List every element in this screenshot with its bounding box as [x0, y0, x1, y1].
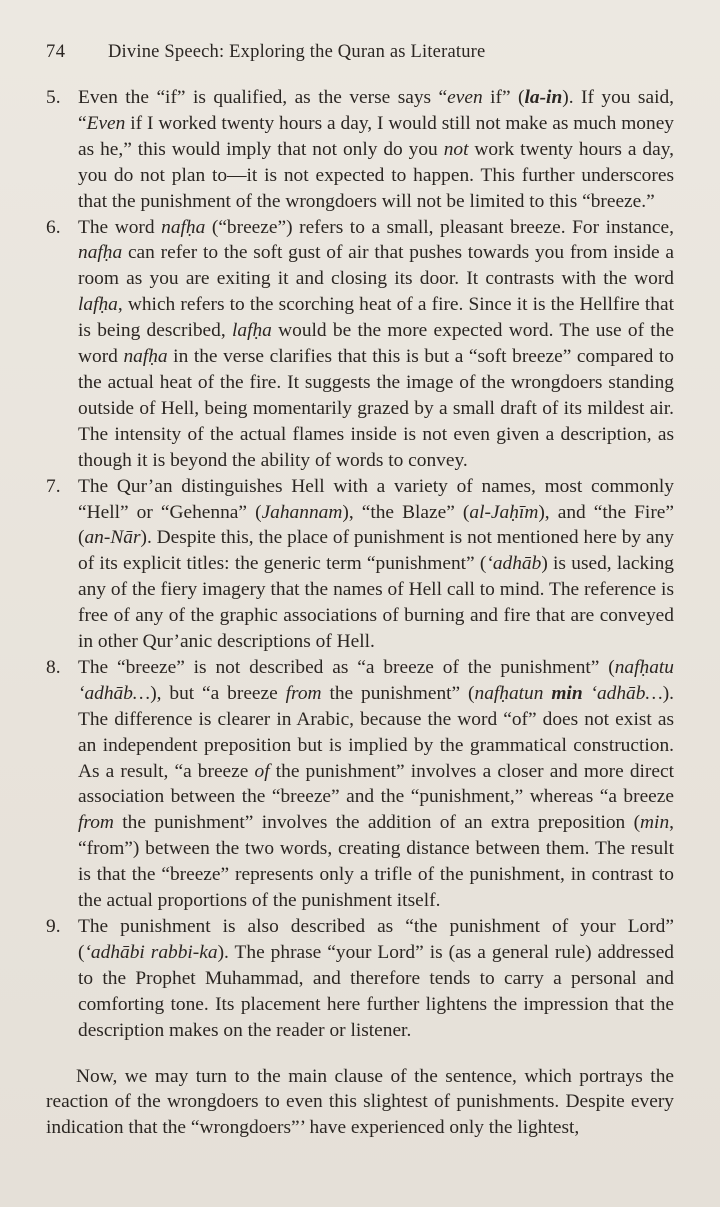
- text-run: (“breeze”) refers to a small, pleasant breeze. For instance,: [205, 216, 674, 238]
- text-run: , “from”) between the two words, creating distance between them. The result is that the “breeze” represents only a trifle of the punishment, in contrast to the actual proportions of the punishment itself.: [78, 812, 674, 912]
- text-run: the punishment” involves a closer and more direct association between the “breeze” and the “punishment,” whereas “a breeze: [78, 760, 674, 808]
- text-run: from: [285, 682, 322, 704]
- text-run: from: [78, 812, 114, 834]
- item-number: 9.: [46, 916, 61, 937]
- text-run: nafḥa: [78, 242, 123, 264]
- text-run: The punishment is also described as “the punishment of your Lord” (: [78, 916, 674, 963]
- text-run: lafḥa: [231, 320, 272, 342]
- text-run: an-Nār: [84, 527, 141, 549]
- text-run: ), and “the Fire” (: [78, 501, 674, 549]
- text-run: ), but “a breeze: [150, 682, 286, 704]
- text-run: ). The difference is clearer in Arabic, because the word “of” does not exist as an independent preposition but is implied by the grammatical construction. As a result, “a breeze: [78, 682, 674, 782]
- running-title: Divine Speech: Exploring the Quran as Literature: [108, 42, 486, 62]
- text-run: if” (: [482, 87, 525, 108]
- text-run: of: [254, 760, 270, 782]
- text-run: , which refers to the scorching heat of a fire. Since it is the Hellfire that is being described,: [78, 294, 674, 342]
- text-run: not: [443, 138, 469, 160]
- page-number: 74: [46, 42, 66, 62]
- text-run: the punishment” involves the addition of an extra preposition (: [113, 812, 641, 834]
- item-number: 5.: [46, 87, 61, 108]
- text-run: ). Despite this, the place of punishment is not mentioned here by any of its explicit titles: the generic term “punishment” (: [78, 527, 674, 575]
- text-run: if I worked twenty hours a day, I would still not make as much money as he,” this would imply that not only do you: [78, 112, 674, 160]
- text-run: ), “the Blaze” (: [342, 501, 470, 523]
- text-run: the punishment” (: [321, 682, 475, 704]
- text-run: The Qur’an distinguishes Hell with a variety of names, most commonly “Hell” or “Gehenna” (: [78, 475, 674, 523]
- text-run: ). If you said, “: [78, 87, 674, 134]
- text-run: nafḥatu ‘adhāb…: [78, 656, 674, 704]
- text-run: ‘adhāb…: [582, 682, 663, 704]
- text-run: ). The phrase “your Lord” is (as a general rule) addressed to the Prophet Muhammad, and therefore tends to carry a personal and comforting tone. Its placement here further lightens the impression that the description makes on the reader or listener.: [78, 941, 674, 1041]
- text-run: min: [551, 682, 583, 704]
- text-run: al-Jaḥīm: [469, 501, 539, 523]
- text-run: ) is used, lacking any of the fiery imagery that the names of Hell call to mind. The reference is free of any of the graphic associations of burning and fire that are conveyed in other Qur’anic descriptions of Hell.: [78, 553, 674, 653]
- running-header: [46, 42, 674, 63]
- text-run: Even: [86, 112, 126, 134]
- text-run: Even the “if” is qualified, as the verse says “: [78, 87, 448, 108]
- text-run: nafḥa: [161, 216, 206, 238]
- text-run: can refer to the soft gust of air that pushes towards you from inside a room as you are exiting it and closing its door. It contrasts with the word: [78, 242, 674, 290]
- numbered-notes-list: [46, 85, 674, 1044]
- text-run: ‘adhābi rabbi-ka: [84, 941, 218, 963]
- item-number: 6.: [46, 216, 61, 238]
- text-run: The word: [78, 216, 162, 238]
- text-run: nafḥa: [123, 346, 168, 368]
- text-run: ‘adhāb: [486, 553, 542, 575]
- text-run: work twenty hours a day, you do not plan to—it is not expected to happen. This further underscores that the punishment of the wrongdoers will not be limited to this “breeze.”: [78, 138, 674, 212]
- text-run: even: [447, 87, 483, 108]
- text-run: would be the more expected word. The use of the word: [78, 320, 674, 368]
- text-run: Jahannam: [261, 501, 343, 523]
- text-run: nafḥatun: [474, 682, 552, 704]
- text-run: min: [640, 812, 670, 834]
- list-item: [46, 655, 674, 914]
- text-run: in the verse clarifies that this is but a “soft breeze” compared to the actual heat of the fire. It suggests the image of the wrongdoers standing outside of Hell, being momentarily grazed by a small draft of its mildest air. The intensity of the actual flames inside is not even given a description, as though it is beyond the ability of words to convey.: [78, 346, 675, 471]
- text-run: la-in: [524, 87, 563, 108]
- list-item: [46, 914, 674, 1044]
- list-item: [46, 474, 674, 655]
- item-number: 7.: [46, 475, 61, 497]
- closing-paragraph: Now, we may turn to the main clause of the sentence, which portrays the reaction of the wrongdoers to even this slightest of punishments. Despite every indication that the “wrongdoers”’ have experienced only the lightest,: [46, 1065, 674, 1139]
- text-run: The “breeze” is not described as “a breeze of the punishment” (: [78, 656, 615, 678]
- list-item: [46, 215, 674, 474]
- item-number: 8.: [46, 656, 61, 678]
- text-run: lafḥa: [78, 294, 118, 316]
- list-item: [46, 85, 674, 215]
